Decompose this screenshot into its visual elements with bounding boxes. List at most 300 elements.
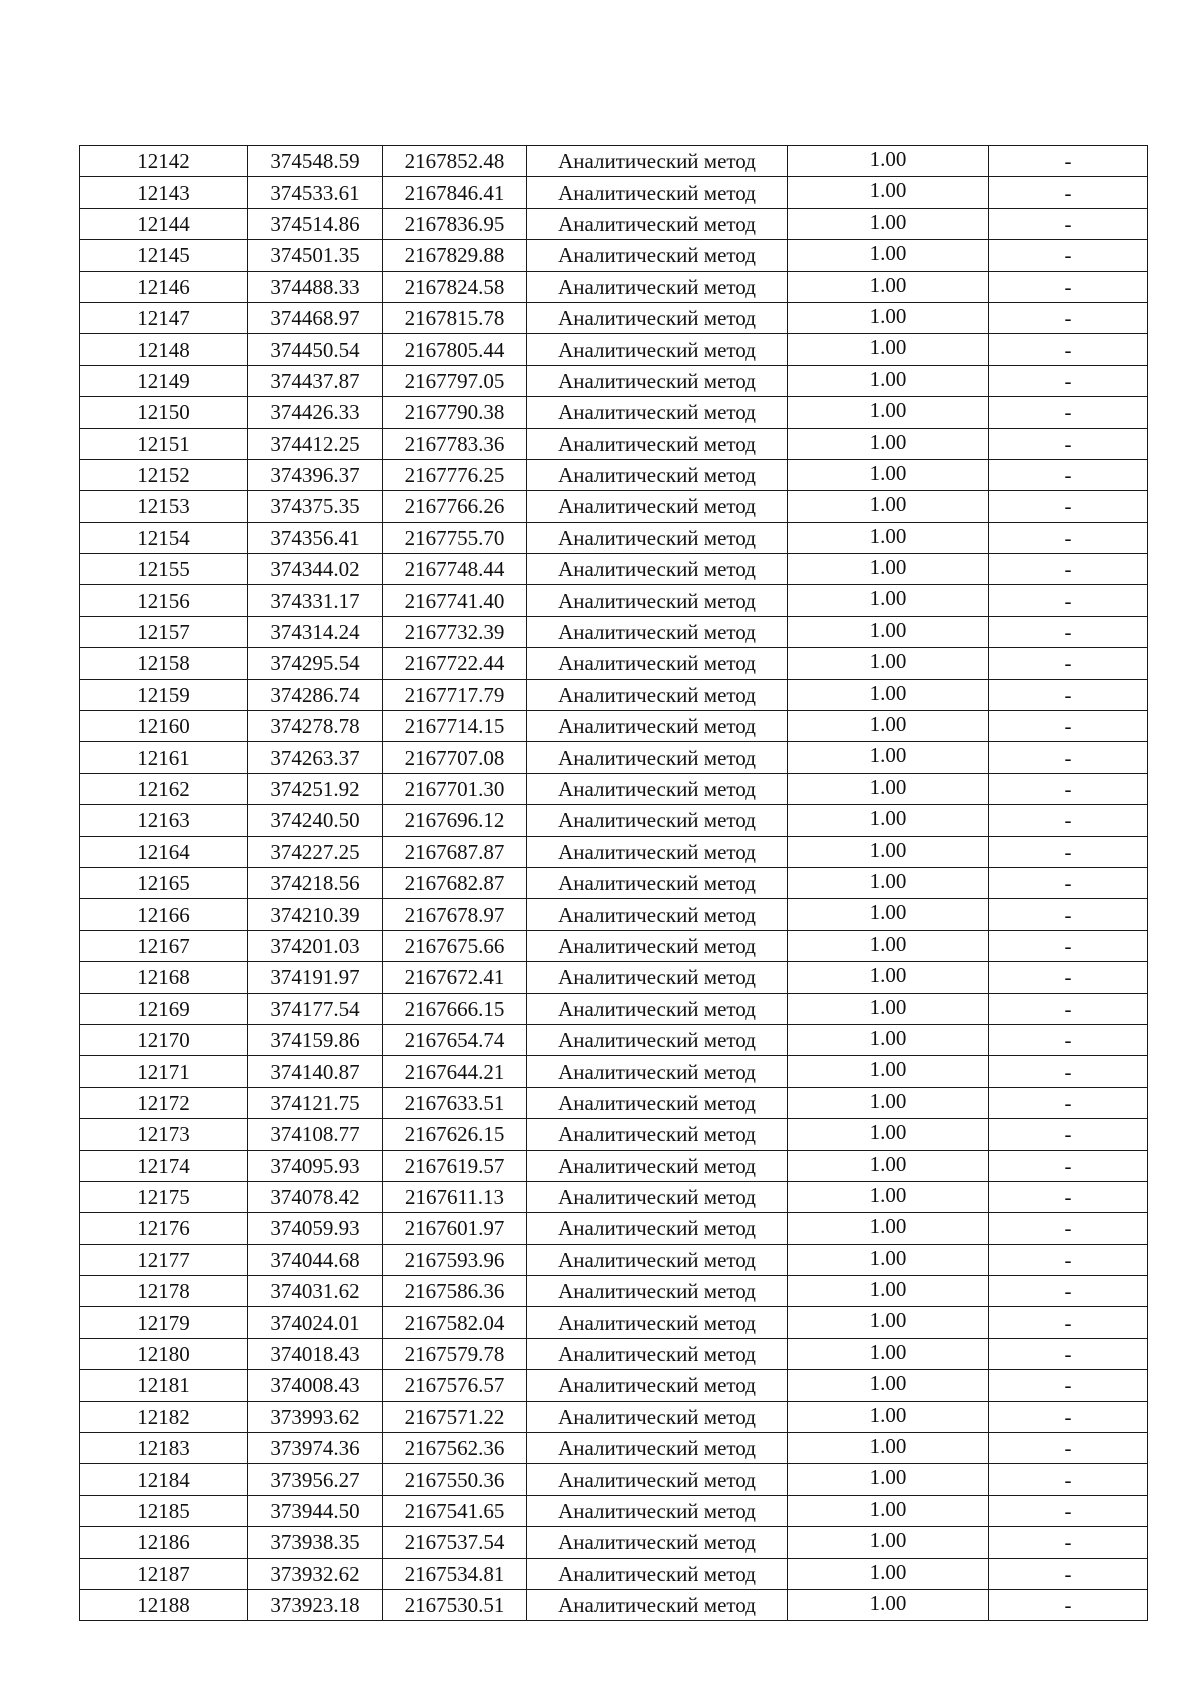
accuracy-cell: 1.00 (788, 1401, 989, 1432)
y-coordinate-cell: 2167824.58 (383, 271, 527, 302)
point-number-cell: 12170 (80, 1024, 248, 1055)
accuracy-cell: 1.00 (788, 146, 989, 177)
method-cell: Аналитический метод (527, 711, 788, 742)
accuracy-cell: 1.00 (788, 1119, 989, 1150)
table-row (80, 679, 1148, 710)
accuracy-cell: 1.00 (788, 1181, 989, 1212)
x-coordinate-cell: 373923.18 (248, 1589, 383, 1620)
table-row (80, 773, 1148, 804)
table-row (80, 208, 1148, 239)
point-number-cell: 12174 (80, 1150, 248, 1181)
x-coordinate-cell: 374059.93 (248, 1213, 383, 1244)
accuracy-cell: 1.00 (788, 1433, 989, 1464)
method-cell: Аналитический метод (527, 1307, 788, 1338)
y-coordinate-cell: 2167714.15 (383, 711, 527, 742)
description-cell: - (989, 616, 1148, 647)
table-row (80, 365, 1148, 396)
table-row (80, 836, 1148, 867)
x-coordinate-cell: 374218.56 (248, 867, 383, 898)
description-cell: - (989, 554, 1148, 585)
y-coordinate-cell: 2167696.12 (383, 805, 527, 836)
point-number-cell: 12176 (80, 1213, 248, 1244)
y-coordinate-cell: 2167571.22 (383, 1401, 527, 1432)
method-cell: Аналитический метод (527, 679, 788, 710)
method-cell: Аналитический метод (527, 1527, 788, 1558)
accuracy-cell: 1.00 (788, 648, 989, 679)
point-number-cell: 12147 (80, 302, 248, 333)
method-cell: Аналитический метод (527, 1181, 788, 1212)
y-coordinate-cell: 2167654.74 (383, 1024, 527, 1055)
y-coordinate-cell: 2167582.04 (383, 1307, 527, 1338)
point-number-cell: 12142 (80, 146, 248, 177)
description-cell: - (989, 146, 1148, 177)
x-coordinate-cell: 374251.92 (248, 773, 383, 804)
y-coordinate-cell: 2167836.95 (383, 208, 527, 239)
x-coordinate-cell: 374210.39 (248, 899, 383, 930)
point-number-cell: 12164 (80, 836, 248, 867)
point-number-cell: 12177 (80, 1244, 248, 1275)
point-number-cell: 12166 (80, 899, 248, 930)
method-cell: Аналитический метод (527, 1056, 788, 1087)
description-cell: - (989, 208, 1148, 239)
y-coordinate-cell: 2167601.97 (383, 1213, 527, 1244)
description-cell: - (989, 1181, 1148, 1212)
method-cell: Аналитический метод (527, 1495, 788, 1526)
table-row (80, 1087, 1148, 1118)
y-coordinate-cell: 2167687.87 (383, 836, 527, 867)
x-coordinate-cell: 374008.43 (248, 1370, 383, 1401)
method-cell: Аналитический метод (527, 334, 788, 365)
description-cell: - (989, 1401, 1148, 1432)
description-cell: - (989, 271, 1148, 302)
y-coordinate-cell: 2167846.41 (383, 177, 527, 208)
table-row (80, 459, 1148, 490)
table-row (80, 1433, 1148, 1464)
table-row (80, 742, 1148, 773)
method-cell: Аналитический метод (527, 616, 788, 647)
method-cell: Аналитический метод (527, 146, 788, 177)
table-row (80, 1527, 1148, 1558)
method-cell: Аналитический метод (527, 459, 788, 490)
accuracy-cell: 1.00 (788, 334, 989, 365)
method-cell: Аналитический метод (527, 1558, 788, 1589)
y-coordinate-cell: 2167682.87 (383, 867, 527, 898)
table-row (80, 648, 1148, 679)
y-coordinate-cell: 2167678.97 (383, 899, 527, 930)
y-coordinate-cell: 2167579.78 (383, 1338, 527, 1369)
x-coordinate-cell: 374278.78 (248, 711, 383, 742)
description-cell: - (989, 679, 1148, 710)
y-coordinate-cell: 2167701.30 (383, 773, 527, 804)
accuracy-cell: 1.00 (788, 616, 989, 647)
description-cell: - (989, 962, 1148, 993)
method-cell: Аналитический метод (527, 899, 788, 930)
description-cell: - (989, 867, 1148, 898)
accuracy-cell: 1.00 (788, 1276, 989, 1307)
table-row (80, 554, 1148, 585)
method-cell: Аналитический метод (527, 428, 788, 459)
method-cell: Аналитический метод (527, 491, 788, 522)
method-cell: Аналитический метод (527, 1244, 788, 1275)
y-coordinate-cell: 2167633.51 (383, 1087, 527, 1118)
table-row (80, 1589, 1148, 1620)
description-cell: - (989, 899, 1148, 930)
accuracy-cell: 1.00 (788, 1495, 989, 1526)
accuracy-cell: 1.00 (788, 459, 989, 490)
x-coordinate-cell: 374548.59 (248, 146, 383, 177)
x-coordinate-cell: 373974.36 (248, 1433, 383, 1464)
point-number-cell: 12157 (80, 616, 248, 647)
x-coordinate-cell: 374295.54 (248, 648, 383, 679)
accuracy-cell: 1.00 (788, 679, 989, 710)
point-number-cell: 12187 (80, 1558, 248, 1589)
table-row (80, 1244, 1148, 1275)
point-number-cell: 12184 (80, 1464, 248, 1495)
table-row (80, 1338, 1148, 1369)
method-cell: Аналитический метод (527, 836, 788, 867)
method-cell: Аналитический метод (527, 773, 788, 804)
x-coordinate-cell: 374159.86 (248, 1024, 383, 1055)
point-number-cell: 12158 (80, 648, 248, 679)
point-number-cell: 12183 (80, 1433, 248, 1464)
method-cell: Аналитический метод (527, 742, 788, 773)
x-coordinate-cell: 374031.62 (248, 1276, 383, 1307)
description-cell: - (989, 1338, 1148, 1369)
point-number-cell: 12179 (80, 1307, 248, 1338)
x-coordinate-cell: 374375.35 (248, 491, 383, 522)
description-cell: - (989, 1558, 1148, 1589)
y-coordinate-cell: 2167626.15 (383, 1119, 527, 1150)
method-cell: Аналитический метод (527, 805, 788, 836)
y-coordinate-cell: 2167717.79 (383, 679, 527, 710)
description-cell: - (989, 1276, 1148, 1307)
table-row (80, 146, 1148, 177)
accuracy-cell: 1.00 (788, 962, 989, 993)
description-cell: - (989, 742, 1148, 773)
accuracy-cell: 1.00 (788, 1370, 989, 1401)
method-cell: Аналитический метод (527, 1401, 788, 1432)
table-row (80, 962, 1148, 993)
point-number-cell: 12175 (80, 1181, 248, 1212)
table-row (80, 491, 1148, 522)
point-number-cell: 12162 (80, 773, 248, 804)
description-cell: - (989, 1464, 1148, 1495)
table-row (80, 1213, 1148, 1244)
point-number-cell: 12149 (80, 365, 248, 396)
y-coordinate-cell: 2167722.44 (383, 648, 527, 679)
x-coordinate-cell: 374227.25 (248, 836, 383, 867)
description-cell: - (989, 930, 1148, 961)
description-cell: - (989, 177, 1148, 208)
x-coordinate-cell: 374314.24 (248, 616, 383, 647)
description-cell: - (989, 334, 1148, 365)
description-cell: - (989, 302, 1148, 333)
description-cell: - (989, 585, 1148, 616)
table-row (80, 867, 1148, 898)
accuracy-cell: 1.00 (788, 805, 989, 836)
point-number-cell: 12168 (80, 962, 248, 993)
point-number-cell: 12171 (80, 1056, 248, 1087)
y-coordinate-cell: 2167766.26 (383, 491, 527, 522)
method-cell: Аналитический метод (527, 1024, 788, 1055)
description-cell: - (989, 1150, 1148, 1181)
table-row (80, 1307, 1148, 1338)
table-row (80, 1401, 1148, 1432)
point-number-cell: 12180 (80, 1338, 248, 1369)
point-number-cell: 12148 (80, 334, 248, 365)
method-cell: Аналитический метод (527, 1119, 788, 1150)
accuracy-cell: 1.00 (788, 1244, 989, 1275)
y-coordinate-cell: 2167755.70 (383, 522, 527, 553)
y-coordinate-cell: 2167805.44 (383, 334, 527, 365)
y-coordinate-cell: 2167797.05 (383, 365, 527, 396)
x-coordinate-cell: 374240.50 (248, 805, 383, 836)
method-cell: Аналитический метод (527, 177, 788, 208)
table-row (80, 899, 1148, 930)
point-number-cell: 12154 (80, 522, 248, 553)
method-cell: Аналитический метод (527, 554, 788, 585)
description-cell: - (989, 240, 1148, 271)
method-cell: Аналитический метод (527, 1464, 788, 1495)
y-coordinate-cell: 2167675.66 (383, 930, 527, 961)
x-coordinate-cell: 374140.87 (248, 1056, 383, 1087)
y-coordinate-cell: 2167644.21 (383, 1056, 527, 1087)
x-coordinate-cell: 373944.50 (248, 1495, 383, 1526)
x-coordinate-cell: 374533.61 (248, 177, 383, 208)
description-cell: - (989, 773, 1148, 804)
description-cell: - (989, 1527, 1148, 1558)
description-cell: - (989, 1087, 1148, 1118)
table-row (80, 1276, 1148, 1307)
accuracy-cell: 1.00 (788, 1464, 989, 1495)
accuracy-cell: 1.00 (788, 1558, 989, 1589)
y-coordinate-cell: 2167541.65 (383, 1495, 527, 1526)
accuracy-cell: 1.00 (788, 1527, 989, 1558)
y-coordinate-cell: 2167619.57 (383, 1150, 527, 1181)
table-row (80, 1370, 1148, 1401)
accuracy-cell: 1.00 (788, 1307, 989, 1338)
method-cell: Аналитический метод (527, 397, 788, 428)
point-number-cell: 12165 (80, 867, 248, 898)
point-number-cell: 12172 (80, 1087, 248, 1118)
y-coordinate-cell: 2167586.36 (383, 1276, 527, 1307)
y-coordinate-cell: 2167852.48 (383, 146, 527, 177)
accuracy-cell: 1.00 (788, 554, 989, 585)
y-coordinate-cell: 2167530.51 (383, 1589, 527, 1620)
method-cell: Аналитический метод (527, 867, 788, 898)
point-number-cell: 12188 (80, 1589, 248, 1620)
point-number-cell: 12155 (80, 554, 248, 585)
x-coordinate-cell: 374108.77 (248, 1119, 383, 1150)
point-number-cell: 12186 (80, 1527, 248, 1558)
accuracy-cell: 1.00 (788, 177, 989, 208)
point-number-cell: 12152 (80, 459, 248, 490)
description-cell: - (989, 522, 1148, 553)
y-coordinate-cell: 2167666.15 (383, 993, 527, 1024)
description-cell: - (989, 428, 1148, 459)
method-cell: Аналитический метод (527, 1433, 788, 1464)
method-cell: Аналитический метод (527, 1276, 788, 1307)
point-number-cell: 12185 (80, 1495, 248, 1526)
description-cell: - (989, 365, 1148, 396)
description-cell: - (989, 459, 1148, 490)
method-cell: Аналитический метод (527, 1150, 788, 1181)
table-row (80, 1024, 1148, 1055)
x-coordinate-cell: 374044.68 (248, 1244, 383, 1275)
x-coordinate-cell: 373993.62 (248, 1401, 383, 1432)
method-cell: Аналитический метод (527, 1589, 788, 1620)
y-coordinate-cell: 2167829.88 (383, 240, 527, 271)
method-cell: Аналитический метод (527, 271, 788, 302)
y-coordinate-cell: 2167732.39 (383, 616, 527, 647)
point-number-cell: 12169 (80, 993, 248, 1024)
method-cell: Аналитический метод (527, 585, 788, 616)
accuracy-cell: 1.00 (788, 365, 989, 396)
y-coordinate-cell: 2167741.40 (383, 585, 527, 616)
table-row (80, 302, 1148, 333)
y-coordinate-cell: 2167776.25 (383, 459, 527, 490)
table-row (80, 177, 1148, 208)
description-cell: - (989, 1433, 1148, 1464)
method-cell: Аналитический метод (527, 522, 788, 553)
accuracy-cell: 1.00 (788, 742, 989, 773)
accuracy-cell: 1.00 (788, 491, 989, 522)
method-cell: Аналитический метод (527, 1213, 788, 1244)
table-row (80, 1181, 1148, 1212)
x-coordinate-cell: 373938.35 (248, 1527, 383, 1558)
description-cell: - (989, 993, 1148, 1024)
table-row (80, 397, 1148, 428)
x-coordinate-cell: 373956.27 (248, 1464, 383, 1495)
description-cell: - (989, 805, 1148, 836)
method-cell: Аналитический метод (527, 302, 788, 333)
x-coordinate-cell: 374356.41 (248, 522, 383, 553)
table-row (80, 240, 1148, 271)
y-coordinate-cell: 2167672.41 (383, 962, 527, 993)
accuracy-cell: 1.00 (788, 1150, 989, 1181)
y-coordinate-cell: 2167537.54 (383, 1527, 527, 1558)
method-cell: Аналитический метод (527, 930, 788, 961)
point-number-cell: 12156 (80, 585, 248, 616)
accuracy-cell: 1.00 (788, 1056, 989, 1087)
method-cell: Аналитический метод (527, 240, 788, 271)
y-coordinate-cell: 2167611.13 (383, 1181, 527, 1212)
method-cell: Аналитический метод (527, 1087, 788, 1118)
x-coordinate-cell: 374331.17 (248, 585, 383, 616)
accuracy-cell: 1.00 (788, 1024, 989, 1055)
point-number-cell: 12163 (80, 805, 248, 836)
x-coordinate-cell: 374501.35 (248, 240, 383, 271)
coordinates-table (79, 145, 1148, 1621)
table-row (80, 428, 1148, 459)
accuracy-cell: 1.00 (788, 993, 989, 1024)
y-coordinate-cell: 2167593.96 (383, 1244, 527, 1275)
x-coordinate-cell: 374177.54 (248, 993, 383, 1024)
table-row (80, 271, 1148, 302)
x-coordinate-cell: 374426.33 (248, 397, 383, 428)
accuracy-cell: 1.00 (788, 1338, 989, 1369)
table-row (80, 522, 1148, 553)
method-cell: Аналитический метод (527, 1338, 788, 1369)
x-coordinate-cell: 374024.01 (248, 1307, 383, 1338)
y-coordinate-cell: 2167783.36 (383, 428, 527, 459)
table-row (80, 993, 1148, 1024)
method-cell: Аналитический метод (527, 962, 788, 993)
accuracy-cell: 1.00 (788, 836, 989, 867)
description-cell: - (989, 1213, 1148, 1244)
y-coordinate-cell: 2167550.36 (383, 1464, 527, 1495)
x-coordinate-cell: 374396.37 (248, 459, 383, 490)
x-coordinate-cell: 374437.87 (248, 365, 383, 396)
description-cell: - (989, 491, 1148, 522)
point-number-cell: 12146 (80, 271, 248, 302)
y-coordinate-cell: 2167562.36 (383, 1433, 527, 1464)
point-number-cell: 12153 (80, 491, 248, 522)
description-cell: - (989, 1370, 1148, 1401)
table-row (80, 334, 1148, 365)
accuracy-cell: 1.00 (788, 271, 989, 302)
x-coordinate-cell: 374121.75 (248, 1087, 383, 1118)
table-row (80, 1495, 1148, 1526)
accuracy-cell: 1.00 (788, 1213, 989, 1244)
description-cell: - (989, 1244, 1148, 1275)
description-cell: - (989, 1589, 1148, 1620)
description-cell: - (989, 1495, 1148, 1526)
x-coordinate-cell: 374344.02 (248, 554, 383, 585)
accuracy-cell: 1.00 (788, 899, 989, 930)
accuracy-cell: 1.00 (788, 585, 989, 616)
accuracy-cell: 1.00 (788, 522, 989, 553)
accuracy-cell: 1.00 (788, 240, 989, 271)
x-coordinate-cell: 374263.37 (248, 742, 383, 773)
point-number-cell: 12173 (80, 1119, 248, 1150)
description-cell: - (989, 397, 1148, 428)
method-cell: Аналитический метод (527, 365, 788, 396)
accuracy-cell: 1.00 (788, 208, 989, 239)
x-coordinate-cell: 374488.33 (248, 271, 383, 302)
x-coordinate-cell: 374201.03 (248, 930, 383, 961)
accuracy-cell: 1.00 (788, 711, 989, 742)
x-coordinate-cell: 374286.74 (248, 679, 383, 710)
description-cell: - (989, 1056, 1148, 1087)
method-cell: Аналитический метод (527, 208, 788, 239)
table-row (80, 711, 1148, 742)
point-number-cell: 12181 (80, 1370, 248, 1401)
x-coordinate-cell: 374191.97 (248, 962, 383, 993)
point-number-cell: 12151 (80, 428, 248, 459)
coordinates-table-body (80, 146, 1148, 1621)
description-cell: - (989, 648, 1148, 679)
description-cell: - (989, 711, 1148, 742)
y-coordinate-cell: 2167748.44 (383, 554, 527, 585)
table-row (80, 616, 1148, 647)
accuracy-cell: 1.00 (788, 397, 989, 428)
x-coordinate-cell: 374514.86 (248, 208, 383, 239)
table-row (80, 1464, 1148, 1495)
description-cell: - (989, 1024, 1148, 1055)
table-row (80, 1119, 1148, 1150)
x-coordinate-cell: 374078.42 (248, 1181, 383, 1212)
x-coordinate-cell: 373932.62 (248, 1558, 383, 1589)
x-coordinate-cell: 374095.93 (248, 1150, 383, 1181)
x-coordinate-cell: 374450.54 (248, 334, 383, 365)
description-cell: - (989, 1119, 1148, 1150)
point-number-cell: 12178 (80, 1276, 248, 1307)
description-cell: - (989, 1307, 1148, 1338)
point-number-cell: 12159 (80, 679, 248, 710)
point-number-cell: 12143 (80, 177, 248, 208)
accuracy-cell: 1.00 (788, 1087, 989, 1118)
